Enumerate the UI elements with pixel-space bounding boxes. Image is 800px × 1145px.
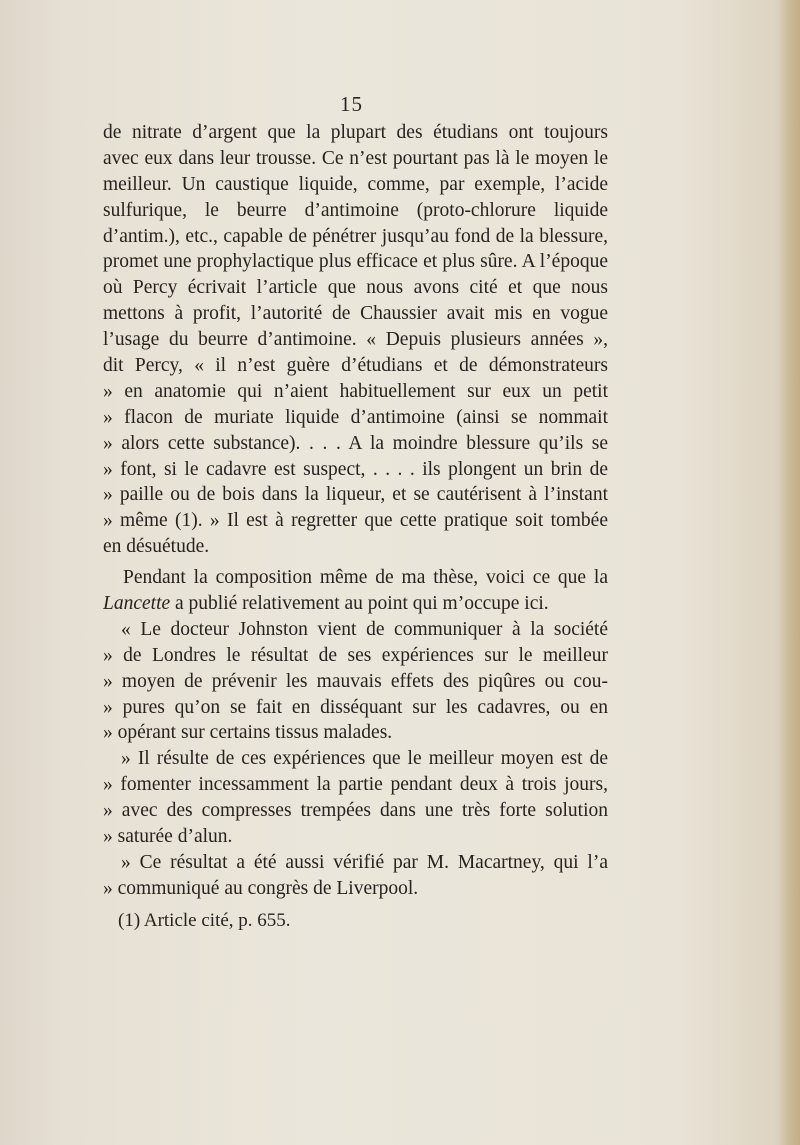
text-line: » Il résulte de ces expériences que le meilleur moyen est de <box>121 748 608 770</box>
italic-word: Lancette <box>103 593 171 615</box>
text-line: meilleur. Un caustique liquide, comme, par exemple, l’acide <box>103 173 608 195</box>
text-line: avec eux dans leur trousse. Ce n’est pourtant pas là le moyen le <box>103 147 608 169</box>
body-text <box>103 120 608 902</box>
text-line: mettons à profit, l’autorité de Chaussier avait mis en vogue <box>103 303 608 325</box>
text-line-rest: a publié relativement au point qui m’occupe ici. <box>175 593 549 615</box>
text-line: » pures qu’on se fait en disséquant sur les cadavres, ou en <box>103 696 608 718</box>
text-line: » communiqué au congrès de Liverpool. <box>103 877 419 899</box>
text-line: » de Londres le résultat de ses expériences sur le meilleur <box>103 644 608 666</box>
text-line: » font, si le cadavre est suspect, . . . . ils plongent un brin de <box>103 458 608 480</box>
text-line: » même (1). » Il est à regretter que cette pratique soit tombée <box>103 510 608 532</box>
text-line: Pendant la composition même de ma thèse, voici ce que la <box>123 567 608 589</box>
text-line: » alors cette substance). . . . A la moindre blessure qu’ils se <box>103 432 608 454</box>
text-line-with-italic <box>103 591 608 617</box>
text-line: l’usage du beurre d’antimoine. « Depuis plusieurs années », <box>103 329 608 351</box>
text-line: en désuétude. <box>103 536 210 558</box>
text-line: promet une prophylactique plus efficace et plus sûre. A l’époque <box>103 251 608 273</box>
text-line: » moyen de prévenir les mauvais effets des piqûres ou cou- <box>103 670 608 692</box>
text-line: » paille ou de bois dans la liqueur, et se cautérisent à l’instant <box>103 484 608 506</box>
text-line: » avec des compresses trempées dans une très forte solution <box>103 800 608 822</box>
text-line: dit Percy, « il n’est guère d’étudians et de démonstrateurs <box>103 355 608 377</box>
text-line: d’antim.), etc., capable de pénétrer jusqu’au fond de la blessure, <box>103 225 608 247</box>
page-edge-shadow <box>778 0 800 1145</box>
text-line: » saturée d’alun. <box>103 826 233 848</box>
text-line: » en anatomie qui n’aient habituellement sur eux un petit <box>103 380 608 402</box>
text-line: » opérant sur certains tissus malades. <box>103 722 393 744</box>
text-line: de nitrate d’argent que la plupart des étudians ont toujours <box>103 122 608 143</box>
text-line: sulfurique, le beurre d’antimoine (proto-chlorure liquide <box>103 199 608 221</box>
text-line: » flacon de muriate liquide d’antimoine (ainsi se nommait <box>103 406 608 428</box>
text-line: « Le docteur Johnston vient de communiquer à la société <box>121 618 608 640</box>
footnote: (1) Article cité, p. 655. <box>118 910 291 931</box>
page-number: 15 <box>340 92 363 116</box>
text-line: où Percy écrivait l’article que nous avons cité et que nous <box>103 277 608 299</box>
text-line: » fomenter incessamment la partie pendant deux à trois jours, <box>103 774 608 796</box>
text-line: » Ce résultat a été aussi vérifié par M. Macartney, qui l’a <box>121 851 608 873</box>
